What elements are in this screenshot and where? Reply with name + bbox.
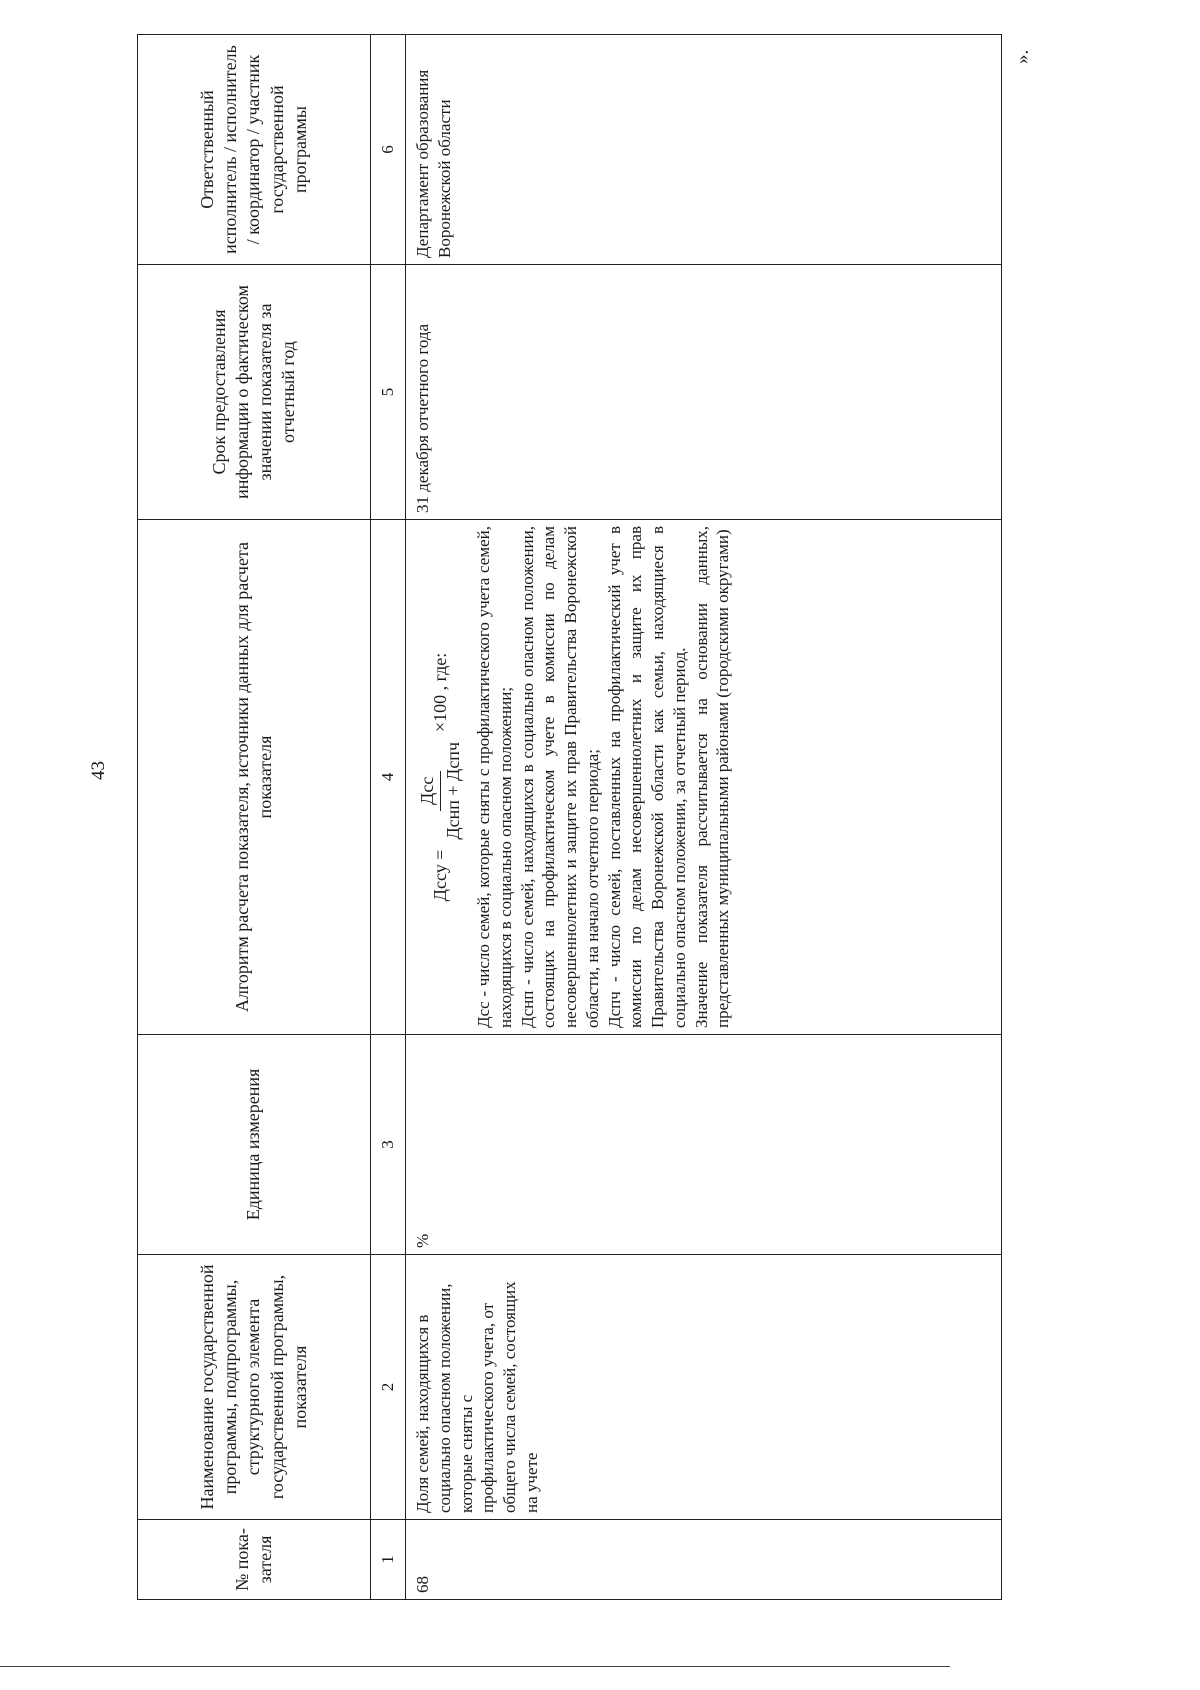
- header-indicator-number: № пока-зателя: [138, 1520, 371, 1600]
- rotated-table-container: [137, 35, 1002, 1600]
- formula-fraction: [416, 736, 465, 846]
- calculation-formula: [416, 526, 465, 1028]
- header-unit: Единица измерения: [138, 1035, 371, 1255]
- formula-numerator: Дсс: [416, 771, 441, 811]
- indicator-unit: %: [406, 1035, 1002, 1255]
- header-responsible: Ответственный исполнитель / исполнитель / координатор / участник государственной программы: [138, 35, 371, 265]
- algorithm-definition: Дснп - число семей, находящихся в социально опасном положении, состоящих на профилактическом учете в комиссии по делам несовершеннолетних и защите их прав Правительства Воронежской области, на начало отчетного периода;: [517, 526, 602, 1028]
- indicator-responsible: Департамент образования Воронежской области: [406, 35, 1002, 265]
- algorithm-source-note: Значение показателя рассчитывается на основании данных, представленных муниципальными районами (городскими округами): [691, 526, 733, 1028]
- indicator-name: Доля семей, находящихся в социально опасном положении, которые сняты с профилактического учета, от общего числа семей, состоящих на учете: [406, 1255, 1002, 1520]
- algorithm-definition: Дспч - число семей, поставленных на профилактический учет в комиссии по делам несовершеннолетних и защите их прав Правительства Воронежской области как семьи, находящиеся в социально опасном положении, за отчетный период.: [604, 526, 689, 1028]
- header-deadline: Срок предоставления информации о фактическом значении показателя за отчетный год: [138, 265, 371, 520]
- page-number: 43: [88, 761, 109, 780]
- column-number: 2: [371, 1255, 406, 1520]
- formula-rhs: ×100 , где:: [430, 652, 451, 732]
- indicator-algorithm: [406, 520, 1002, 1035]
- column-number: 6: [371, 35, 406, 265]
- indicator-table: [137, 34, 1002, 1600]
- indicator-deadline: 31 декабря отчетного года: [406, 265, 1002, 520]
- column-number-row: [371, 35, 406, 1600]
- formula-lhs: Дссу =: [430, 849, 451, 902]
- column-number: 1: [371, 1520, 406, 1600]
- closing-quote-mark: ».: [1012, 49, 1033, 64]
- header-algorithm: Алгоритм расчета показателя, источники данных для расчета показателя: [138, 520, 371, 1035]
- formula-denominator: Дснп + Дспч: [443, 742, 464, 840]
- column-number: 3: [371, 1035, 406, 1255]
- column-number: 4: [371, 520, 406, 1035]
- header-row: [138, 35, 371, 1600]
- table-row: [406, 35, 1002, 1600]
- algorithm-definition: Дсс - число семей, которые сняты с профилактического учета семей, находящихся в социально опасном положении;: [474, 526, 515, 1028]
- indicator-number: 68: [406, 1520, 1002, 1600]
- header-program-name: Наименование государственной программы, подпрограммы, структурного элемента государственной программы, показателя: [138, 1255, 371, 1520]
- column-number: 5: [371, 265, 406, 520]
- bottom-rule: [0, 1666, 950, 1667]
